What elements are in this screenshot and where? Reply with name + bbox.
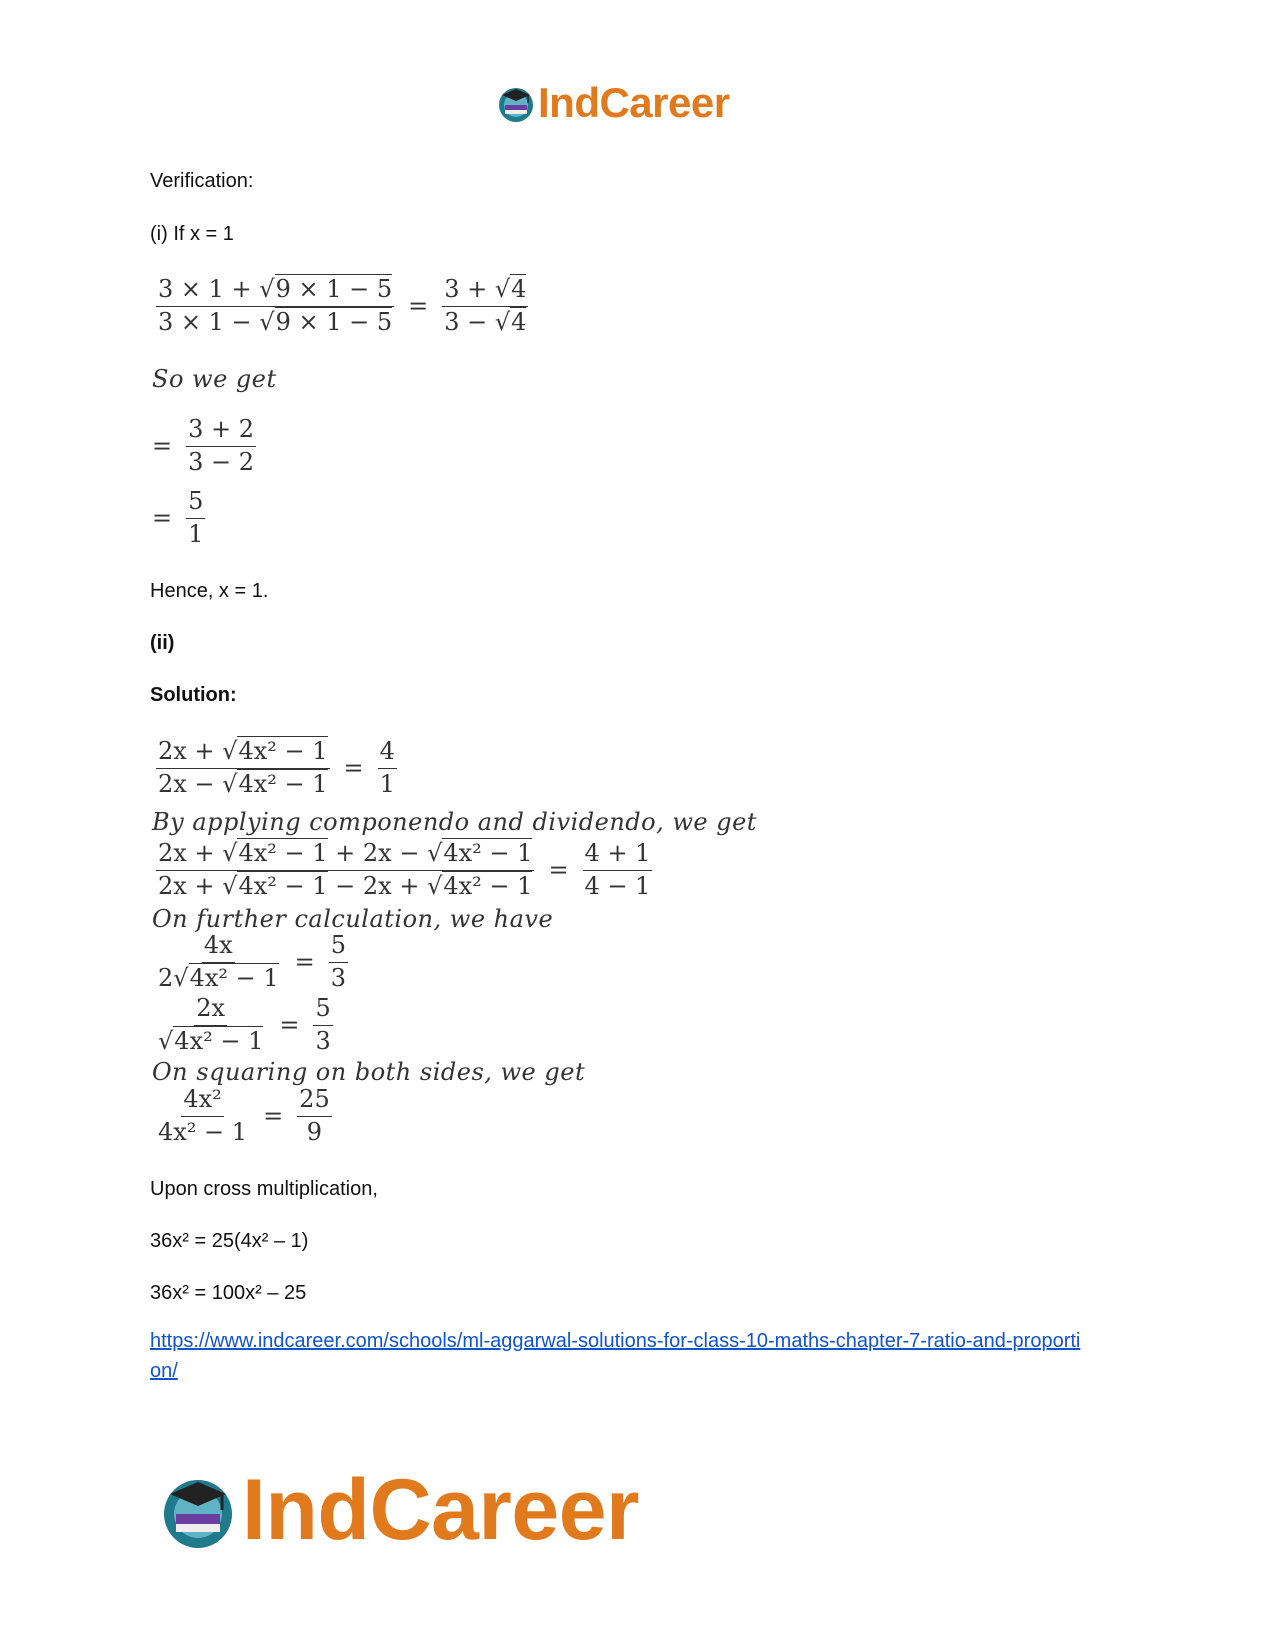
- graduation-cap-books-icon: [158, 1470, 238, 1550]
- verification-equation-3: = $\frac{5}{1}$: [152, 487, 204, 548]
- verification-heading: Verification:: [150, 170, 254, 192]
- equation-line-1: 36x² = 25(4x² – 1): [150, 1230, 309, 1252]
- solution-step-5: $\frac{\text{4x²}}{\text{4x² − 1}}$ = $\frac{25}{9}$: [158, 1085, 330, 1146]
- solution-heading: Solution:: [150, 684, 237, 706]
- verification-equation-2: = $\frac{3 + 2}{3 - 2}$: [152, 415, 255, 476]
- solution-step-2: $\frac{\text{2x + √4x² − 1 + 2x − √4x² − 1}}{\text{2x + √4x² − 1 − 2x + √4x² − 1}}$ = $\frac{4 + 1}{4 - 1}$: [158, 839, 651, 900]
- case-i-label: (i) If x = 1: [150, 223, 234, 245]
- equation-line-2: 36x² = 100x² – 25: [150, 1282, 307, 1304]
- hence-text: Hence, x = 1.: [150, 580, 269, 602]
- header-logo: [496, 78, 730, 128]
- solution-step-1: $\frac{\text{2x + √4x² − 1}}{\text{2x − √4x² − 1}}$ = $\frac{4}{1}$: [158, 737, 395, 798]
- graduation-cap-books-icon: [496, 83, 536, 123]
- so-we-get-text: So we get: [152, 365, 277, 393]
- squaring-text: On squaring on both sides, we get: [152, 1058, 586, 1086]
- further-calculation-text: On further calculation, we have: [152, 905, 554, 933]
- verification-equation-1: $\frac{3 \times 1 + √9 \times 1 - 5}{3 \times 1 - √9 \times 1 - 5}$ = $\frac{3 + √4}{3 - √4}$: [158, 275, 527, 336]
- solution-step-3: $\frac{4x}{\text{2√4x² − 1}}$ = $\frac{5}{3}$: [158, 931, 347, 992]
- componendo-text: By applying componendo and dividendo, we get: [152, 808, 757, 836]
- brand-name: IndCareer: [538, 79, 730, 126]
- cross-multiplication-text: Upon cross multiplication,: [150, 1178, 378, 1200]
- brand-name-footer: IndCareer: [242, 1461, 639, 1558]
- source-link[interactable]: https://www.indcareer.com/schools/ml-aggarwal-solutions-for-class-10-maths-chapter-7-ratio-and-proportion/: [150, 1330, 1081, 1382]
- footer-logo: [158, 1461, 639, 1558]
- solution-step-4: $\frac{2x}{\text{√4x² − 1}}$ = $\frac{5}{3}$: [158, 994, 331, 1055]
- part-ii-label: (ii): [150, 632, 175, 654]
